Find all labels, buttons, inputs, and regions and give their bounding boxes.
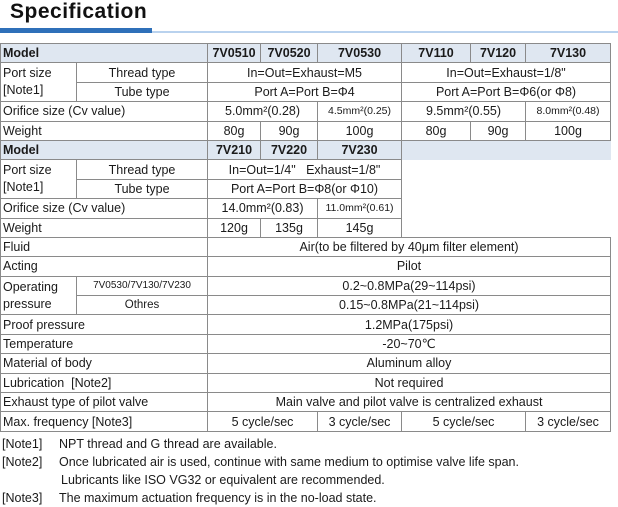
weight-label: Weight	[1, 121, 208, 140]
temperature-label: Temperature	[1, 334, 208, 353]
thread-value: In=Out=1/4" Exhaust=1/8"	[208, 160, 402, 179]
note-tag: [Note3]	[2, 491, 43, 505]
table-row-pressure-1	[1, 276, 611, 295]
model-cell: 7V130	[526, 44, 611, 63]
acting-value: Pilot	[208, 257, 611, 276]
spec-table	[0, 43, 611, 432]
page-title: Specification	[10, 0, 148, 23]
table-row-pressure-2	[1, 296, 611, 315]
table-row-exhaust	[1, 393, 611, 412]
operating-text: Operating	[3, 279, 58, 294]
material-value: Aluminum alloy	[208, 354, 611, 373]
orifice-value: 14.0mm²(0.83)	[208, 199, 318, 218]
weight-value: 145g	[318, 218, 402, 237]
orifice-value: 5.0mm²(0.28)	[208, 102, 318, 121]
proof-label: Proof pressure	[1, 315, 208, 334]
tube-value: Port A=Port B=Φ8(or Φ10)	[208, 179, 402, 198]
notes-section	[2, 435, 618, 507]
table-row-acting	[1, 257, 611, 276]
weight-value: 80g	[208, 121, 261, 140]
exhaust-value: Main valve and pilot valve is centralized exhaust	[208, 393, 611, 412]
note-3	[2, 489, 618, 507]
port-size-label	[1, 63, 77, 102]
model-cell: 7V0530	[318, 44, 402, 63]
table-row-frequency	[1, 412, 611, 431]
table-row-orifice-1	[1, 102, 611, 121]
model-cell: 7V0510	[208, 44, 261, 63]
weight-value: 100g	[318, 121, 402, 140]
orifice-value: 11.0mm²(0.61)	[318, 199, 402, 218]
note-ref: [Note1]	[3, 83, 44, 98]
table-row-tube-2	[1, 179, 611, 198]
title-accent-bar	[0, 28, 152, 33]
table-row-port-1	[1, 63, 611, 82]
thread-type-label: Thread type	[77, 63, 208, 82]
frequency-label: Max. frequency [Note3]	[1, 412, 208, 431]
orifice-value: 8.0mm²(0.48)	[526, 102, 611, 121]
note-tag: [Note2]	[2, 455, 43, 469]
temperature-value: -20~70℃	[208, 334, 611, 353]
material-label: Material of body	[1, 354, 208, 373]
table-row-temperature	[1, 334, 611, 353]
table-row-proof	[1, 315, 611, 334]
weight-value: 100g	[526, 121, 611, 140]
note-text: Lubricants like ISO VG32 or equivalent are recommended.	[61, 473, 385, 487]
model-cell: 7V220	[261, 140, 318, 159]
note-text: NPT thread and G thread are available.	[59, 437, 277, 451]
note-text: Once lubricated air is used, continue with same medium to optimise valve life span.	[59, 455, 519, 469]
thread-value: In=Out=Exhaust=M5	[208, 63, 402, 82]
model-cell: 7V230	[318, 140, 402, 159]
model-label: Model	[1, 140, 208, 159]
model-cell: 7V120	[471, 44, 526, 63]
table-row-weight-1	[1, 121, 611, 140]
weight-value: 90g	[471, 121, 526, 140]
tube-value: Port A=Port B=Φ6(or Φ8)	[402, 82, 611, 101]
weight-value: 120g	[208, 218, 261, 237]
table-row-tube-1	[1, 82, 611, 101]
exhaust-label: Exhaust type of pilot valve	[1, 393, 208, 412]
note-tag: [Note1]	[2, 437, 43, 451]
table-row-material	[1, 354, 611, 373]
port-size-label	[1, 160, 77, 199]
pressure-sub-label: 7V0530/7V130/7V230	[77, 276, 208, 295]
weight-value: 90g	[261, 121, 318, 140]
frequency-value: 5 cycle/sec	[208, 412, 318, 431]
fluid-label: Fluid	[1, 237, 208, 256]
note-text: The maximum actuation frequency is in the no-load state.	[59, 491, 377, 505]
fluid-value: Air(to be filtered by 40μm filter element)	[208, 237, 611, 256]
model-label: Model	[1, 44, 208, 63]
operating-pressure-label	[1, 276, 77, 315]
orifice-label: Orifice size (Cv value)	[1, 199, 208, 218]
lubrication-label: Lubrication [Note2]	[1, 373, 208, 392]
note-ref: [Note1]	[3, 180, 44, 195]
model-cell: 7V110	[402, 44, 471, 63]
note-1	[2, 435, 618, 453]
title-area	[0, 0, 618, 40]
weight-label: Weight	[1, 218, 208, 237]
pressure-sub-label: Othres	[77, 296, 208, 315]
frequency-value: 5 cycle/sec	[402, 412, 526, 431]
pressure-value: 0.2~0.8MPa(29~114psi)	[208, 276, 611, 295]
weight-value: 80g	[402, 121, 471, 140]
table-row-weight-2	[1, 218, 611, 237]
orifice-value: 4.5mm²(0.25)	[318, 102, 402, 121]
table-row-model-2	[1, 140, 611, 159]
tube-type-label: Tube type	[77, 179, 208, 198]
tube-type-label: Tube type	[77, 82, 208, 101]
table-row-lubrication	[1, 373, 611, 392]
table-row-model-1	[1, 44, 611, 63]
table-row-fluid	[1, 237, 611, 256]
thread-type-label: Thread type	[77, 160, 208, 179]
weight-value: 135g	[261, 218, 318, 237]
orifice-label: Orifice size (Cv value)	[1, 102, 208, 121]
note-2	[2, 453, 618, 471]
frequency-value: 3 cycle/sec	[526, 412, 611, 431]
port-size-text: Port size	[3, 163, 52, 178]
table-row-orifice-2	[1, 199, 611, 218]
port-size-text: Port size	[3, 66, 52, 81]
table-row-port-2	[1, 160, 611, 179]
model-cell: 7V0520	[261, 44, 318, 63]
acting-label: Acting	[1, 257, 208, 276]
orifice-value: 9.5mm²(0.55)	[402, 102, 526, 121]
tube-value: Port A=Port B=Φ4	[208, 82, 402, 101]
frequency-value: 3 cycle/sec	[318, 412, 402, 431]
lubrication-value: Not required	[208, 373, 611, 392]
model-cell: 7V210	[208, 140, 261, 159]
thread-value: In=Out=Exhaust=1/8"	[402, 63, 611, 82]
proof-value: 1.2MPa(175psi)	[208, 315, 611, 334]
note-2-continued	[2, 471, 618, 489]
pressure-text: pressure	[3, 296, 52, 311]
pressure-value: 0.15~0.8MPa(21~114psi)	[208, 296, 611, 315]
